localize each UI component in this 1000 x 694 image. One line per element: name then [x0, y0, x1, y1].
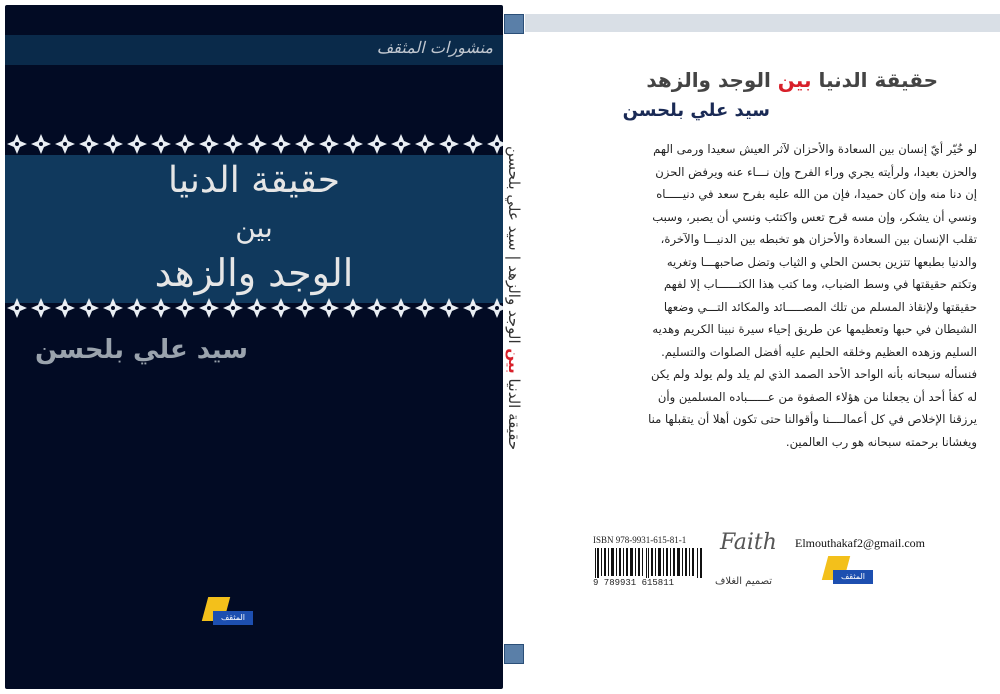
- blurb-line: حقيقتها ولإنقاذ المسلم من تلك المصـــــائد والمكائد التـــي وضعها: [663, 299, 977, 314]
- logo-label: المثقف: [213, 611, 253, 625]
- ornament-border-top: [5, 133, 503, 155]
- blurb-line: ويغشانا برحمته سبحانه هو رب العالمين.: [785, 434, 977, 449]
- blurb-paragraph: [577, 138, 977, 453]
- blurb-line: إن دنا منه وإن كان حميدا، فإن من الله عليه بفرح سعد في دنيـــــاه: [656, 187, 977, 201]
- spine-title-part2: الوجد والزهد: [505, 265, 523, 344]
- spine-title-red: بين: [505, 348, 523, 374]
- blurb-line: والدنيا بطبعها تتزين بحسن الحلي و الثياب وتضل صاحبهـــا وتغريه: [666, 254, 977, 269]
- front-title-line1: حقيقة الدنيا: [167, 160, 340, 201]
- designer-signature: Faith: [720, 530, 777, 555]
- front-title-line3: الوجد والزهد: [154, 251, 354, 295]
- front-author: سيد علي بلحسن: [35, 335, 248, 365]
- barcode-number: 9 789931 615811: [593, 578, 675, 588]
- blurb-line: ونسي أن يشكر، وإن مسه قرح تعس واكتئب ونسي أن يصبر، وسبب: [652, 209, 977, 224]
- back-cover: [525, 0, 1000, 694]
- spine: [503, 0, 525, 694]
- spine-separator: |: [505, 255, 523, 261]
- ornament-border-bottom: [5, 297, 503, 319]
- front-title-line2: بين: [235, 211, 273, 244]
- back-title-part1: حقيقة الدنيا: [818, 68, 938, 92]
- publisher-email[interactable]: Elmouthakaf2@gmail.com: [795, 536, 926, 550]
- blurb-line: تقلب الإنسان بين السعادة والأحزان هو تخبطه بين الدنيـــا والآخرة،: [660, 232, 977, 246]
- spine-title-part1: حقيقة الدنيا: [505, 378, 523, 450]
- blurb-line: والحزن بعيدا، ولرأيته يجري وراء الفرح وإن نـــاء عنه ويرفض الحزن: [655, 164, 977, 179]
- back-title: [646, 68, 938, 92]
- blurb-line: فنسأله سبحانه بأنه الواحد الأحد الصمد الذي لم يلد ولم يولد ولم يكن: [651, 367, 977, 381]
- isbn-label: ISBN 978-9931-615-81-1: [593, 535, 687, 545]
- cover-design-label: تصميم الغلاف: [715, 576, 773, 587]
- spine-ornament-bottom: [504, 644, 524, 664]
- publisher-name: منشورات المثقف: [376, 38, 493, 57]
- logo-label: المثقف: [833, 570, 873, 584]
- blurb-line: يرزقنا الإخلاص في كل أعمالــــنا وأقوالنا حتى تكون أهلا أن يتقبلها منا: [648, 412, 977, 426]
- publisher-logo-back: [825, 552, 875, 592]
- spine-author: سيد علي بلحسن: [505, 145, 523, 251]
- blurb-line: الشيطان في حبها وتعظيمها عن طريق إحياء سيرة نبينا الكريم وهديه: [652, 322, 977, 336]
- blurb-line: له كفأ أحد أن يجعلنا من هؤلاء الصفوة من عــــــباده المسلمين وأن: [657, 389, 977, 404]
- back-title-red: بين: [777, 68, 812, 92]
- blurb-line: وتكتم حقيقتها في وسط الضباب، وما كتب هذا الكتــــــاب إلا لفهم: [663, 277, 977, 291]
- blurb-line: السليم وزهده العظيم وخلقه الحليم عليه أفضل الصلوات والتسليم.: [661, 344, 977, 359]
- blurb-line: لو خُيّر أيّ إنسان بين السعادة والأحزان لآثر العيش سعيدا ورمى الهم: [653, 142, 977, 156]
- publisher-logo-front: [205, 593, 255, 633]
- spine-ornament-top: [504, 14, 524, 34]
- back-top-band: [525, 14, 1000, 32]
- back-title-part2: الوجد والزهد: [646, 68, 771, 92]
- spine-text: [505, 120, 523, 450]
- back-author: سيد علي بلحسن: [622, 100, 770, 121]
- front-cover: [5, 5, 503, 689]
